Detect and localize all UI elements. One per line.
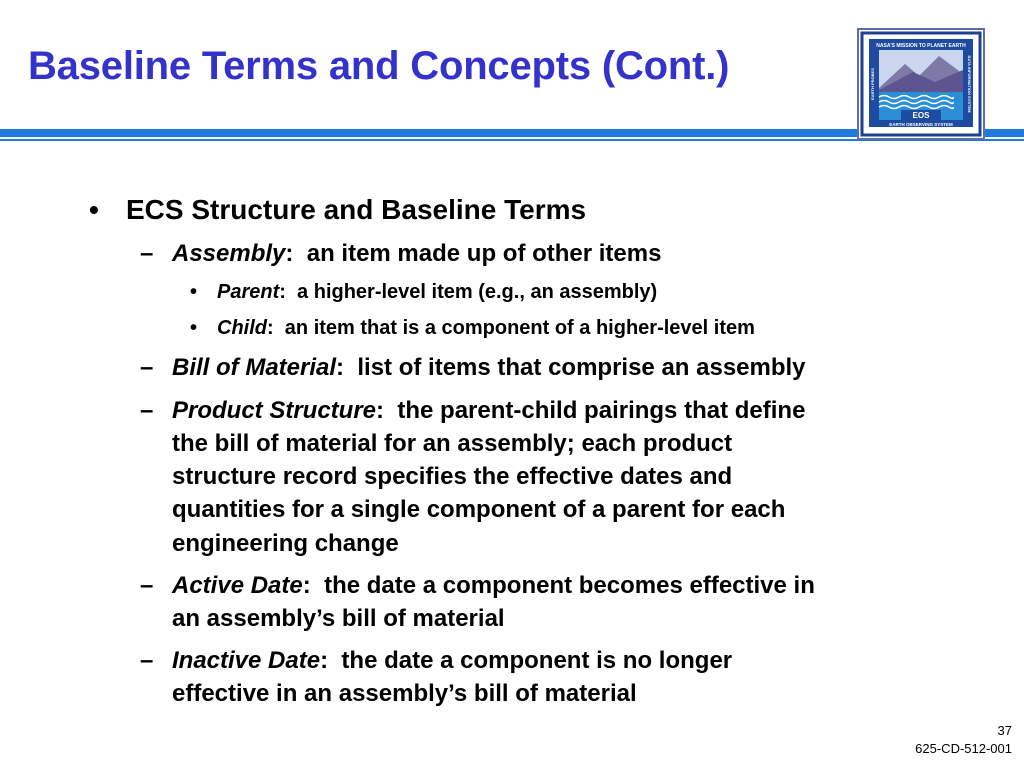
def-assembly: an item made up of other items (306, 240, 662, 267)
term-product-structure: Product Structure (172, 397, 377, 424)
item-parent (217, 281, 657, 304)
def-parent: a higher-level item (e.g., an assembly) (297, 281, 658, 303)
def-continuation: quantities for a single component of a parent for each (172, 496, 786, 523)
def-continuation: effective in an assembly’s bill of material (172, 680, 637, 707)
term-separator: : (376, 397, 385, 424)
svg-text:NASA'S MISSION TO PLANET EARTH: NASA'S MISSION TO PLANET EARTH (876, 43, 966, 49)
term-assembly: Assembly (172, 240, 286, 267)
page-number: 37 (997, 723, 1012, 738)
term-child: Child (217, 317, 267, 339)
dash-marker: – (140, 397, 154, 424)
def-bill-of-material: list of items that comprise an assembly (357, 354, 806, 381)
bullet-ecs-structure: ECS Structure and Baseline Terms (126, 194, 587, 225)
svg-text:DATA INFORMATION SYSTEM: DATA INFORMATION SYSTEM (967, 55, 972, 113)
dash-marker: – (140, 240, 154, 267)
item-bill-of-material (172, 354, 806, 382)
term-inactive-date: Inactive Date (172, 647, 321, 674)
item-child (217, 317, 755, 340)
def-continuation: an assembly’s bill of material (172, 605, 505, 632)
item-product-structure (172, 397, 805, 425)
bullet-marker: • (89, 194, 99, 225)
def-inactive-date: the date a component is no longer (341, 647, 733, 674)
dash-marker: – (140, 572, 154, 599)
def-child: an item that is a component of a higher-level item (284, 317, 755, 339)
document-id: 625-CD-512-001 (915, 741, 1012, 756)
term-parent: Parent (217, 281, 280, 303)
term-separator: : (285, 240, 294, 267)
item-assembly (172, 240, 661, 268)
sub-bullet-marker: • (190, 317, 198, 339)
dash-marker: – (140, 354, 154, 381)
def-continuation: engineering change (172, 530, 399, 557)
term-active-date: Active Date (172, 572, 303, 599)
svg-text:EOS: EOS (912, 111, 930, 120)
dash-marker: – (140, 647, 154, 674)
term-bill-of-material: Bill of Material (172, 354, 337, 381)
svg-text:EARTH OBSERVING SYSTEM: EARTH OBSERVING SYSTEM (889, 122, 953, 127)
sub-bullet-marker: • (190, 281, 198, 303)
def-continuation: the bill of material for an assembly; each product (172, 430, 733, 457)
term-separator: : (279, 281, 286, 303)
term-separator: : (267, 317, 274, 339)
def-continuation: structure record specifies the effective dates and (172, 463, 733, 490)
svg-text:EARTH PROBES: EARTH PROBES (870, 68, 875, 100)
term-separator: : (320, 647, 329, 674)
def-active-date: the date a component becomes effective in (324, 572, 815, 599)
item-active-date (172, 572, 815, 600)
term-separator: : (336, 354, 345, 381)
term-separator: : (302, 572, 311, 599)
page-title: Baseline Terms and Concepts (Cont.) (28, 44, 730, 88)
item-inactive-date (172, 647, 732, 675)
def-product-structure: the parent-child pairings that define (397, 397, 806, 424)
